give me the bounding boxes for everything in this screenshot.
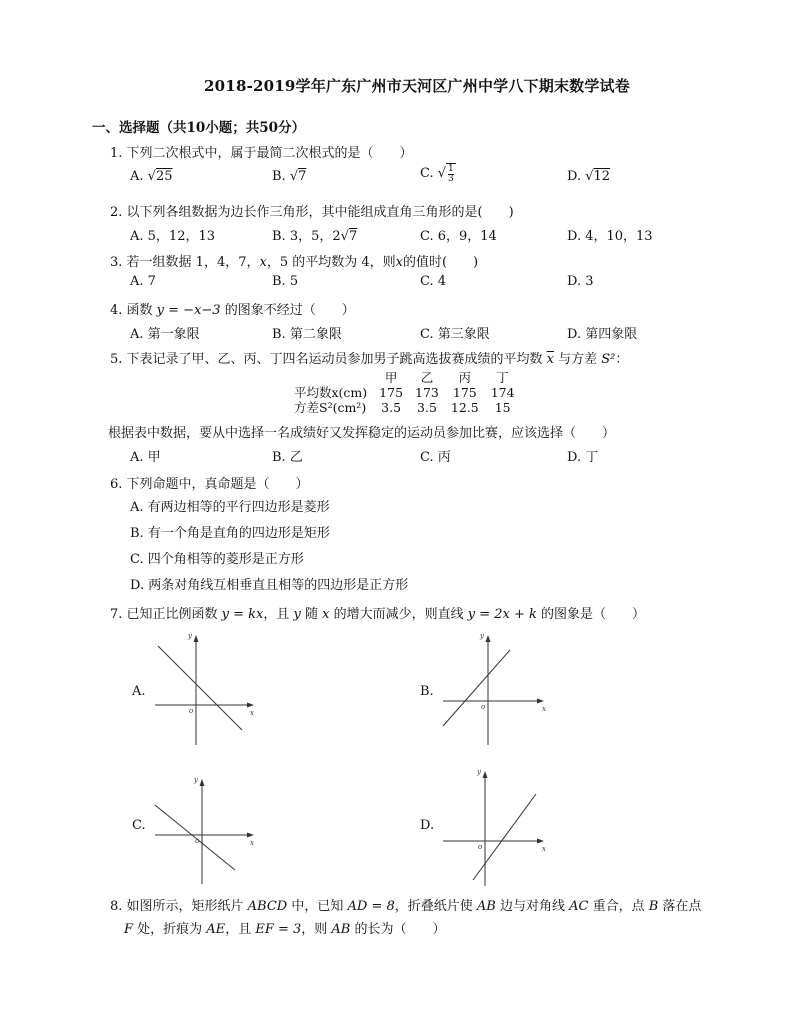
table-cell: 12.5 (450, 400, 479, 415)
q2-option-a: A. 5，12，13 (130, 229, 216, 244)
table-row-label: 平均数x(cm) (294, 385, 368, 400)
question-6-stem: 6. 下列命题中，真命题是（ ） (110, 477, 309, 492)
question-1-stem: 1. 下列二次根式中，属于最简二次根式的是（ ） (110, 146, 413, 161)
question-2-stem: 2. 以下列各组数据为边长作三角形，其中能组成直角三角形的是( ) (110, 205, 514, 220)
q1-option-b: B. √7 (272, 169, 307, 184)
arrow-icon (200, 779, 205, 786)
q7-option-b-label: B. (420, 684, 434, 699)
question-8-line-1: 8. 如图所示，矩形纸片 ABCD 中，已知 AD = 8，折叠纸片使 AB 边与对角线 AC 重合，点 B 落在点 (110, 899, 702, 914)
q5-option-b: B. 乙 (272, 450, 303, 465)
q3-option-d: D. 3 (567, 274, 594, 289)
arrow-icon (486, 635, 491, 642)
q7-option-d-label: D. (420, 818, 435, 833)
arrow-icon (247, 703, 254, 708)
x-axis-label: x (250, 709, 254, 717)
table-header-cell: 甲 (384, 370, 398, 385)
question-4-stem: 4. 函数 y = −x−3 的图象不经过（ ） (110, 303, 355, 318)
section-heading: 一、选择题（共10小题；共50分） (92, 120, 306, 136)
table-row (294, 385, 521, 400)
graph-line (158, 646, 242, 730)
table-cell: 15 (494, 400, 511, 415)
page-title: 2018-2019学年广东广州市天河区广州中学八下期末数学试卷 (204, 77, 630, 95)
table-cell: 3.5 (381, 400, 402, 415)
origin-label: o (478, 843, 483, 851)
arrow-icon (194, 635, 199, 642)
x-axis-label: x (250, 839, 254, 847)
origin-label: o (481, 703, 486, 711)
q5-option-a: A. 甲 (130, 450, 161, 465)
table-header-cell: 乙 (420, 370, 434, 385)
q1-option-d: D. √12 (567, 169, 611, 184)
x-axis-label: x (542, 845, 546, 853)
q7-graph-d (438, 764, 553, 889)
q4-option-c: C. 第三象限 (420, 327, 490, 342)
arrow-icon (483, 771, 488, 778)
q7-graph-b (438, 628, 553, 748)
q4-option-b: B. 第二象限 (272, 327, 342, 342)
table-header-cell: 丙 (458, 370, 472, 385)
q2-option-b: B. 3，5，2√7 (272, 229, 358, 244)
q1-option-a: A. √25 (130, 169, 173, 184)
sqrt-symbol: √7 (289, 169, 307, 184)
table-cell: 3.5 (417, 400, 437, 415)
arrow-icon (247, 833, 254, 838)
table-header-row (294, 370, 521, 385)
y-axis-label: y (480, 632, 484, 640)
q7-graph-a (150, 628, 265, 748)
question-5-stem: 5. 下表记录了甲、乙、丙、丁四名运动员参加男子跳高选拔赛成绩的平均数 $\overline{x}$ 与方差 S²： (110, 352, 629, 367)
q6-option-c: C. 四个角相等的菱形是正方形 (130, 552, 304, 567)
q7-option-c-label: C. (132, 818, 146, 833)
sqrt-symbol: √25 (147, 169, 173, 184)
q6-option-d: D. 两条对角线互相垂直且相等的四边形是正方形 (130, 578, 409, 593)
scores-table (294, 370, 521, 415)
y-axis-label: y (477, 768, 481, 776)
q2-option-d: D. 4，10，13 (567, 229, 653, 244)
table-cell: 173 (415, 385, 439, 400)
question-5-followup: 根据表中数据，要从中选择一名成绩好又发挥稳定的运动员参加比赛，应该选择（ ） (108, 426, 616, 441)
q5-option-d: D. 丁 (567, 450, 599, 465)
origin-label: o (189, 707, 194, 715)
q2-option-c: C. 6，9，14 (420, 229, 497, 244)
q3-option-b: B. 5 (272, 274, 299, 289)
q6-option-b: B. 有一个角是直角的四边形是矩形 (130, 526, 330, 541)
q7-graph-c (150, 772, 265, 887)
table-cell: 175 (452, 385, 477, 400)
q6-option-a: A. 有两边相等的平行四边形是菱形 (130, 500, 330, 515)
sqrt-symbol: √7 (340, 229, 358, 244)
graph-line (443, 650, 510, 726)
y-axis-label: y (188, 632, 192, 640)
y-axis-label: y (194, 776, 198, 784)
table-row (294, 400, 521, 415)
table-header-cell: 丁 (496, 370, 509, 385)
sqrt-symbol: √12 (585, 169, 611, 184)
q1-option-c: C. $√\frac{1}{3}$ (420, 164, 454, 184)
x-axis-label: x (542, 705, 546, 713)
q5-option-c: C. 丙 (420, 450, 451, 465)
q3-option-a: A. 7 (130, 274, 156, 289)
q3-option-c: C. 4 (420, 274, 447, 289)
fraction: $\frac{1}{3}$ (448, 164, 454, 184)
question-7-stem: 7. 已知正比例函数 y = kx，且 y 随 x 的增大而减少，则直线 y = 2x + k 的图象是（ ） (110, 607, 646, 622)
arrow-icon (537, 839, 544, 844)
arrow-icon (537, 699, 544, 704)
table-row-label: 方差S²(cm²) (294, 400, 367, 415)
origin-label: o (195, 837, 200, 845)
question-3-stem: 3. 若一组数据 1，4，7，x，5 的平均数为 4，则x的值时( ) (110, 255, 479, 270)
question-8-line-2: F 处，折痕为 AE，且 EF = 3，则 AB 的长为（ ） (124, 922, 446, 937)
graph-line (473, 794, 536, 880)
table-cell: 174 (490, 385, 515, 400)
q4-option-d: D. 第四象限 (567, 327, 638, 342)
table-cell: 175 (379, 385, 404, 400)
q4-option-a: A. 第一象限 (130, 327, 200, 342)
q7-option-a-label: A. (132, 684, 146, 699)
